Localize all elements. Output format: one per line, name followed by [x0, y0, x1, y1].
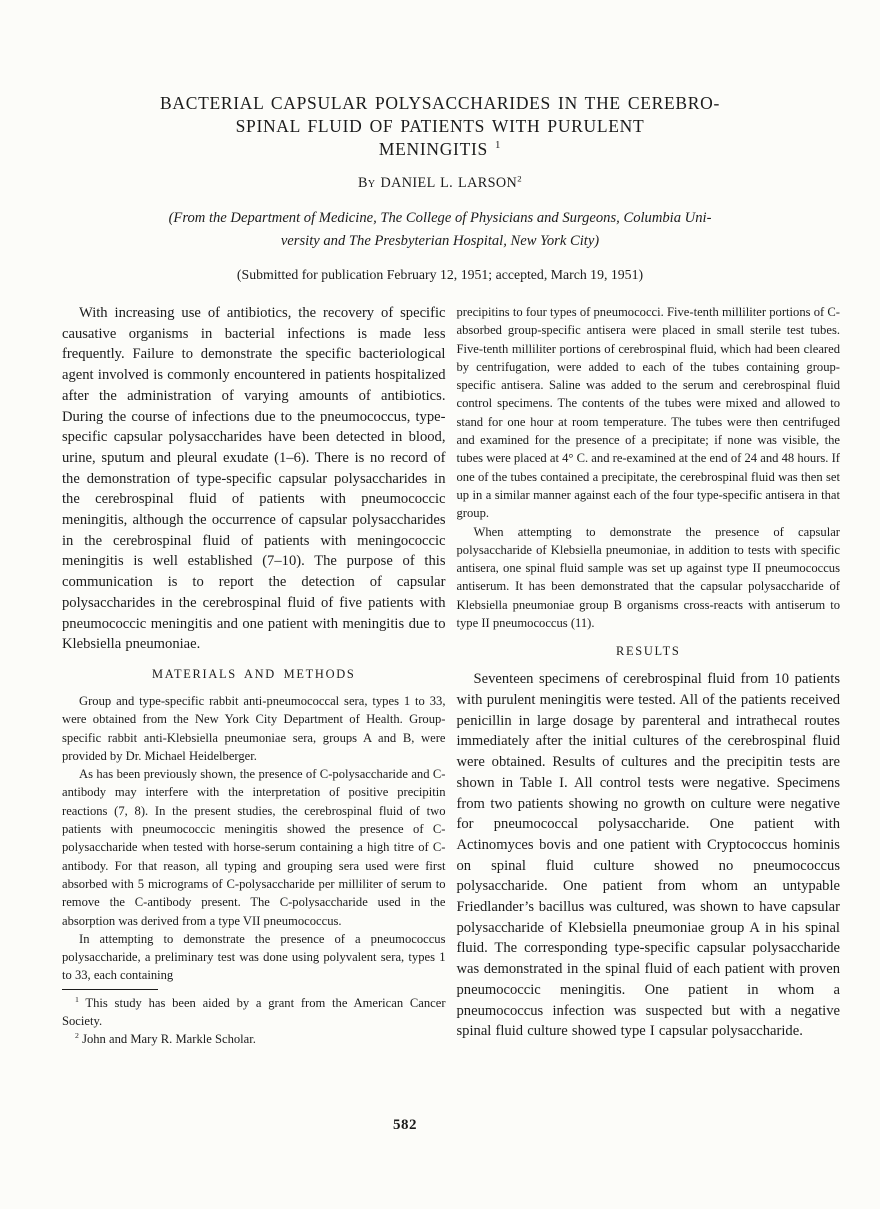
footnote-2-text: John and Mary R. Markle Scholar. [82, 1032, 256, 1047]
title-footnote-marker: 1 [495, 139, 502, 152]
footnotes [62, 994, 446, 1049]
title-line-1: BACTERIAL CAPSULAR POLYSACCHARIDES IN THE CEREBRO- [159, 93, 721, 113]
methods-paragraph-1: Group and type-specific rabbit anti-pneumococcal sera, types 1 to 33, were obtained from the New York City Department of Health. Group-specific rabbit anti-Klebsiella pneumoniae sera, groups A and B, were provided by Dr. Michael Heidelberger. [62, 693, 446, 763]
submission-note: (Submitted for publication February 12, 1951; accepted, March 19, 1951) [236, 267, 644, 282]
intro-paragraph: With increasing use of antibiotics, the recovery of specific causative organisms in bacterial infections is made less frequently. Failure to demonstrate the specific bacteriological agent involved is commonly encountered in patients hospitalized after the administration of varying amounts of antibiotics. During the course of infections due to the pneumococcus, type-specific capsular polysaccharides have been detected in blood, urine, sputum and pleural exudate (1–6). There is no record of the demonstration of type-specific capsular polysaccharides in the cerebrospinal fluid of patients with pneumococcic meningitis, although the occurrence of capsular polysaccharides in the cerebrospinal fluid of patients with meningococcic meningitis is well established (7–10). The purpose of this communication is to report the detection of capsular polysaccharides in the cerebrospinal fluid of five patients with pneumococcic meningitis and one patient with meningitis due to Klebsiella pneumoniae. [62, 305, 446, 653]
footnote-1 [62, 994, 446, 1031]
byline-prefix: By [358, 175, 376, 191]
title-line-3 [0, 138, 880, 161]
paper-header [0, 0, 880, 283]
paper-title [0, 92, 880, 161]
footnote-2-marker: 2 [75, 1031, 79, 1041]
title-line-3-text: MENINGITIS [378, 139, 488, 159]
results-heading: RESULTS [616, 644, 681, 659]
footnote-2 [62, 1030, 446, 1048]
footnote-1-marker: 1 [75, 994, 79, 1004]
affiliation [130, 207, 750, 253]
methods-paragraph-3: In attempting to demonstrate the presence of a pneumococcus polysaccharide, a preliminary test was done using polyvalent sera, types 1 to 33, each containing [62, 931, 446, 983]
author-name: DANIEL L. LARSON [380, 175, 518, 191]
methods-paragraph-2: As has been previously shown, the presence of C-polysaccharide and C-antibody may interfere with the interpretation of positive precipitin reactions (7, 8). In the present studies, the cerebrospinal fluid of two patients with pneumococcic meningitis showed the presence of C-polysaccharide when tested with horse-serum containing a high titre of C-antibody. For that reason, all typing and grouping sera used were first absorbed with 5 micrograms of C-polysaccharide per milliliter of serum to remove the C-antibody present. The C-polysaccharide used in the absorption was derived from a type VII pneumococcus. [62, 767, 446, 928]
footnote-divider [62, 989, 158, 990]
methods-continuation-2: When attempting to demonstrate the presence of capsular polysaccharide of Klebsiella pneumoniae, in addition to tests with specific antisera, one spinal fluid sample was set up against type II pneumococcus antiserum. It has been demonstrated that the capsular polysaccharide of Klebsiella pneumoniae group B organisms cross-reacts with antiserum to type II pneumococcus (11). [456, 524, 840, 631]
two-column-body [0, 283, 880, 1049]
author-footnote-marker: 2 [517, 173, 522, 184]
page-number: 582 [393, 1117, 417, 1133]
results-paragraph: Seventeen specimens of cerebrospinal fluid from 10 patients with purulent meningitis were tested. All of the patients received penicillin in large dosage by parenteral and intrathecal routes immediately after the initial cultures of the cerebrospinal fluid were obtained. Results of cultures and the precipitin tests are shown in Table I. All control tests were negative. Specimens from two patients showing no growth on culture were negative for pneumococcal polysaccharide. One patient with Actinomyces bovis and one patient with Cryptococcus hominis on spinal fluid culture showed no pneumococcus polysaccharide. One patient from whom an untypable Friedlander’s bacillus was cultured, was shown to have capsular polysaccharide of Klebsiella pneumoniae group A in his spinal fluid. The corresponding type-specific capsular polysaccharide was demonstrated in the spinal fluid of each patient with proven pneumococcic meningitis. One patient in whom a pneumococcus infection was suspected but with a negative spinal fluid culture showed type I capsular polysaccharide. [456, 671, 840, 1040]
title-line-2: SPINAL FLUID OF PATIENTS WITH PURULENT [235, 116, 645, 136]
materials-methods-heading: MATERIALS AND METHODS [152, 666, 356, 681]
affiliation-line-1: (From the Department of Medicine, The College of Physicians and Surgeons, Columbia Uni- [168, 210, 712, 226]
affiliation-line-2: versity and The Presbyterian Hospital, New York City) [280, 233, 600, 249]
footnote-1-text: This study has been aided by a grant from the American Cancer Society. [62, 995, 446, 1028]
methods-continuation-1: precipitins to four types of pneumococci. Five-tenth milliliter portions of C-absorbed group-specific antisera were placed in small sterile test tubes. Five-tenth milliliter portions of cerebrospinal fluid, which had been cleared by centrifugation, were added to each of the tubes containing group-specific antisera. Saline was added to the serum and cerebrospinal fluid control specimens. The contents of the tubes were mixed and allowed to stand for one hour at room temperature. The tubes were then centrifuged and examined for the presence of a precipitate; if none was visible, the tubes were placed at 4° C. and re-examined at the end of 24 and 48 hours. If one of the tubes contained a precipitate, the cerebrospinal fluid was then set up in a similar manner against each of the four type-specific antisera in that group. [456, 305, 840, 521]
right-column [457, 303, 841, 1049]
byline [0, 175, 880, 192]
left-column [62, 303, 446, 1049]
